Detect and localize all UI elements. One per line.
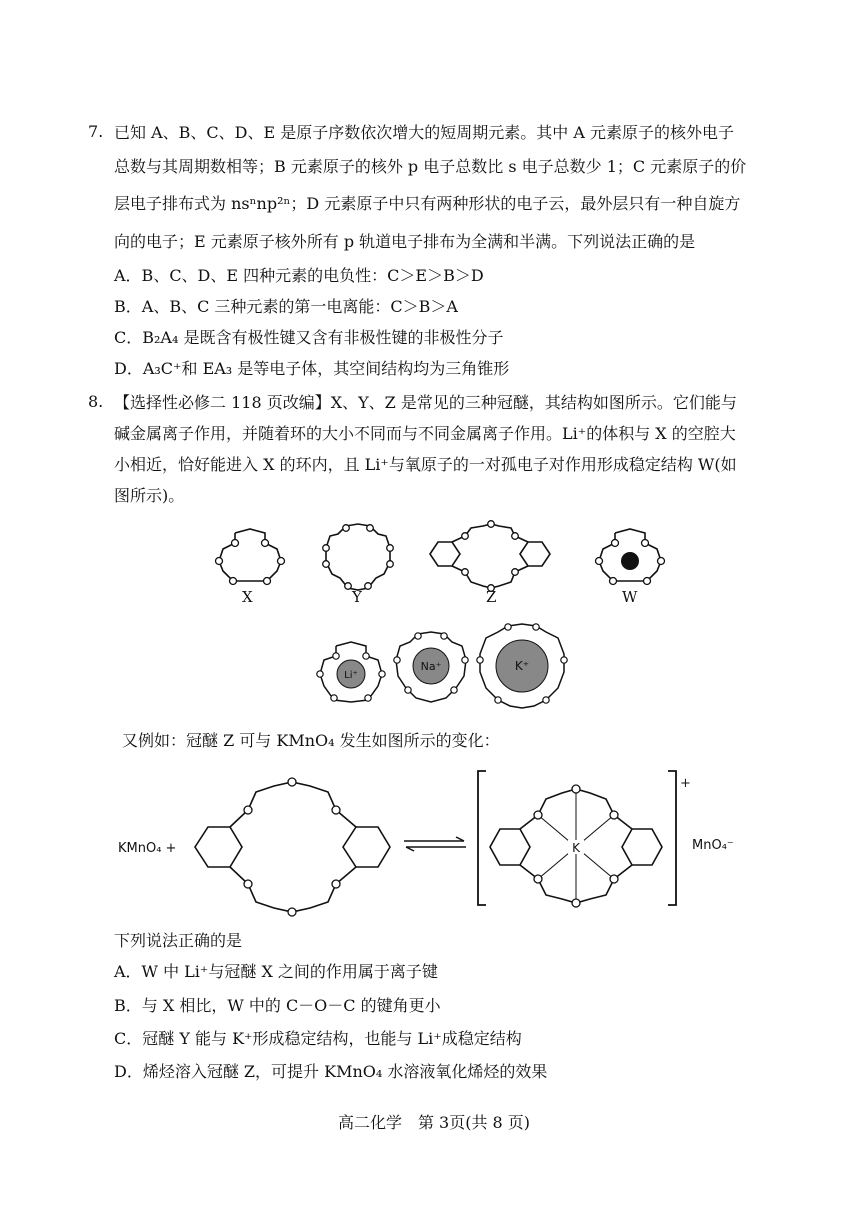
q8-option-a: A．W 中 Li⁺与冠醚 X 之间的作用属于离子键: [114, 962, 438, 981]
q8-stem-line-4: 图所示)。: [114, 486, 185, 505]
complex-center-k: K: [572, 841, 580, 855]
q7-option-a: A．B、C、D、E 四种元素的电负性：C＞E＞B＞D: [114, 266, 484, 285]
crown-ether-z-large: [190, 772, 395, 922]
figure-label-y: Y: [352, 588, 362, 606]
crown-ether-x-figure: [205, 525, 295, 593]
page-footer: 高二化学 第 3页(共 8 页): [337, 1113, 531, 1132]
ion-label-na: Na⁺: [420, 660, 442, 673]
crown-ether-z-figure: [425, 520, 555, 595]
k-crown-complex-product: [472, 765, 684, 910]
q8-stem-line-3: 小相近，恰好能进入 X 的环内，且 Li⁺与氧原子的一对孤电子对作用形成稳定结构 W(如: [114, 455, 737, 474]
complex-charge: +: [680, 776, 691, 791]
reaction-anion: MnO₄⁻: [692, 838, 734, 853]
figure-label-w: W: [622, 588, 638, 606]
q8-option-c: C．冠醚 Y 能与 K⁺形成稳定结构，也能与 Li⁺成稳定结构: [114, 1029, 522, 1048]
q8-example-text: 又例如：冠醚 Z 可与 KMnO₄ 发生如图所示的变化：: [122, 731, 500, 750]
q7-stem-line-3: 层电子排布式为 nsⁿnp²ⁿ；D 元素原子中只有两种形状的电子云，最外层只有一种自旋方: [114, 194, 741, 213]
figure-label-x: X: [242, 588, 253, 606]
q7-option-d: D．A₃C⁺和 EA₃ 是等电子体，其空间结构均为三角锥形: [114, 359, 510, 378]
ion-label-k: K⁺: [514, 659, 530, 673]
li-crown-complex: [312, 638, 390, 710]
k-crown-complex: [474, 620, 570, 712]
ion-label-li: Li⁺: [344, 670, 358, 681]
q8-stem-line-1: 【选择性必修二 118 页改编】X、Y、Z 是常见的三种冠醚，其结构如图所示。它们能与: [114, 393, 737, 412]
reaction-reagent: KMnO₄ +: [118, 841, 177, 856]
na-crown-complex: [392, 628, 470, 706]
q7-option-b: B．A、B、C 三种元素的第一电离能：C＞B＞A: [114, 297, 458, 316]
q7-stem-line-1: 已知 A、B、C、D、E 是原子序数依次增大的短周期元素。其中 A 元素原子的核外电子: [114, 123, 734, 142]
question-8-number: 8.: [88, 392, 104, 411]
q8-prompt: 下列说法正确的是: [114, 931, 243, 950]
question-7-number: 7.: [88, 122, 104, 141]
q7-option-c: C．B₂A₄ 是既含有极性键又含有非极性键的非极性分子: [114, 328, 504, 347]
q8-option-b: B．与 X 相比，W 中的 C－O－C 的键角更小: [114, 996, 441, 1015]
q8-option-d: D．烯烃溶入冠醚 Z，可提升 KMnO₄ 水溶液氧化烯烃的效果: [114, 1062, 548, 1081]
q7-stem-line-4: 向的电子；E 元素原子核外所有 p 轨道电子排布为全满和半满。下列说法正确的是: [114, 232, 696, 251]
figure-label-z: Z: [486, 588, 497, 606]
equilibrium-arrows: [400, 836, 470, 852]
q7-stem-line-2: 总数与其周期数相等；B 元素原子的核外 p 电子总数比 s 电子总数少 1；C 元素原子的价: [114, 157, 747, 176]
crown-ether-y-figure: [318, 520, 398, 595]
complex-w-figure: [585, 525, 675, 593]
q8-stem-line-2: 碱金属离子作用，并随着环的大小不同而与不同金属离子作用。Li⁺的体积与 X 的空腔大: [114, 424, 736, 443]
